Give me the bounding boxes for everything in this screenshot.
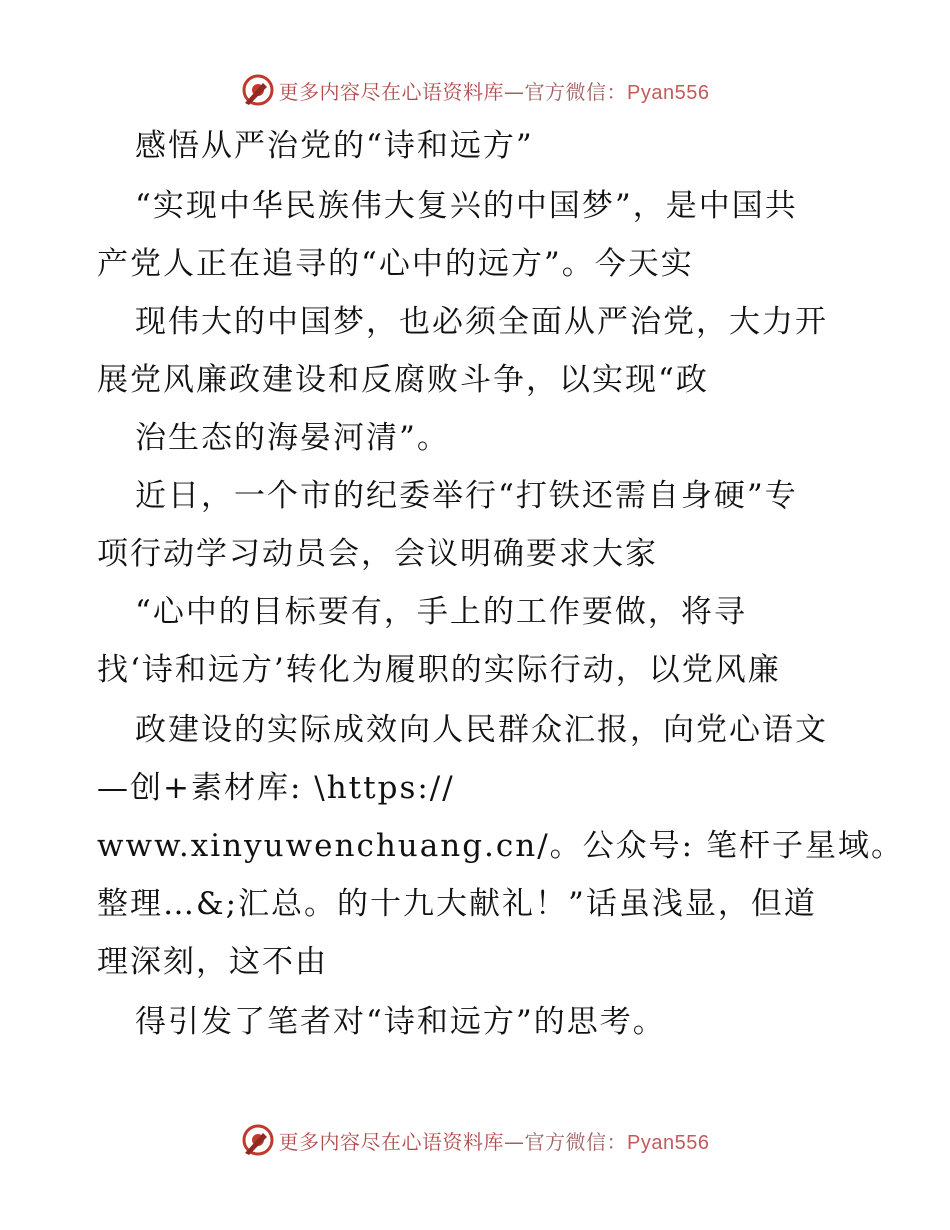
doc-line: www.xinyuwenchuang.cn/。公众号: 笔杆子星域。 xyxy=(97,828,904,864)
doc-line: 现伟大的中国梦，也必须全面从严治党，大力开 xyxy=(135,304,828,340)
banner-wechat-id: Pyan556 xyxy=(627,81,710,104)
banner-main-text: 更多内容尽在心语资料库 xyxy=(278,1129,505,1154)
doc-line: 政建设的实际成效向人民群众汇报，向党心语文 xyxy=(135,712,828,748)
banner-text xyxy=(279,76,710,105)
footer-watermark-banner xyxy=(0,1120,950,1160)
banner-label: 官方微信： xyxy=(524,1129,628,1154)
doc-line: 产党人正在追寻的“心中的远方”。今天实 xyxy=(97,246,694,282)
doc-line: 展党风廉政建设和反腐败斗争，以实现“政 xyxy=(97,362,709,398)
doc-line: 治生态的海晏河清”。 xyxy=(135,420,450,456)
doc-line: 得引发了笔者对“诗和远方”的思考。 xyxy=(135,1004,666,1040)
doc-line: 找‘诗和远方’转化为履职的实际行动，以党风廉 xyxy=(97,652,781,688)
banner-label: 官方微信： xyxy=(524,79,628,104)
doc-line: —创+素材库: \https:// xyxy=(97,770,455,806)
doc-line: 近日，一个市的纪委举行“打铁还需自身硬”专 xyxy=(135,478,798,514)
doc-line: 项行动学习动员会，会议明确要求大家 xyxy=(97,536,658,572)
doc-title: 感悟从严治党的“诗和远方” xyxy=(135,128,534,164)
doc-line: “心中的目标要有，手上的工作要做，将寻 xyxy=(135,594,747,630)
pen-logo-icon xyxy=(241,1123,275,1157)
banner-dash: — xyxy=(504,79,525,104)
doc-line: 理深刻，这不由 xyxy=(97,944,328,980)
pen-logo-icon xyxy=(241,73,275,107)
banner-main-text: 更多内容尽在心语资料库 xyxy=(278,79,505,104)
banner-text xyxy=(279,1126,710,1155)
doc-line: “实现中华民族伟大复兴的中国梦”，是中国共 xyxy=(135,188,798,224)
banner-dash: — xyxy=(504,1129,525,1154)
doc-line: 整理…&;汇总。的十九大献礼！”话虽浅显，但道 xyxy=(97,886,817,922)
banner-wechat-id: Pyan556 xyxy=(627,1131,710,1154)
header-watermark-banner xyxy=(0,70,950,110)
